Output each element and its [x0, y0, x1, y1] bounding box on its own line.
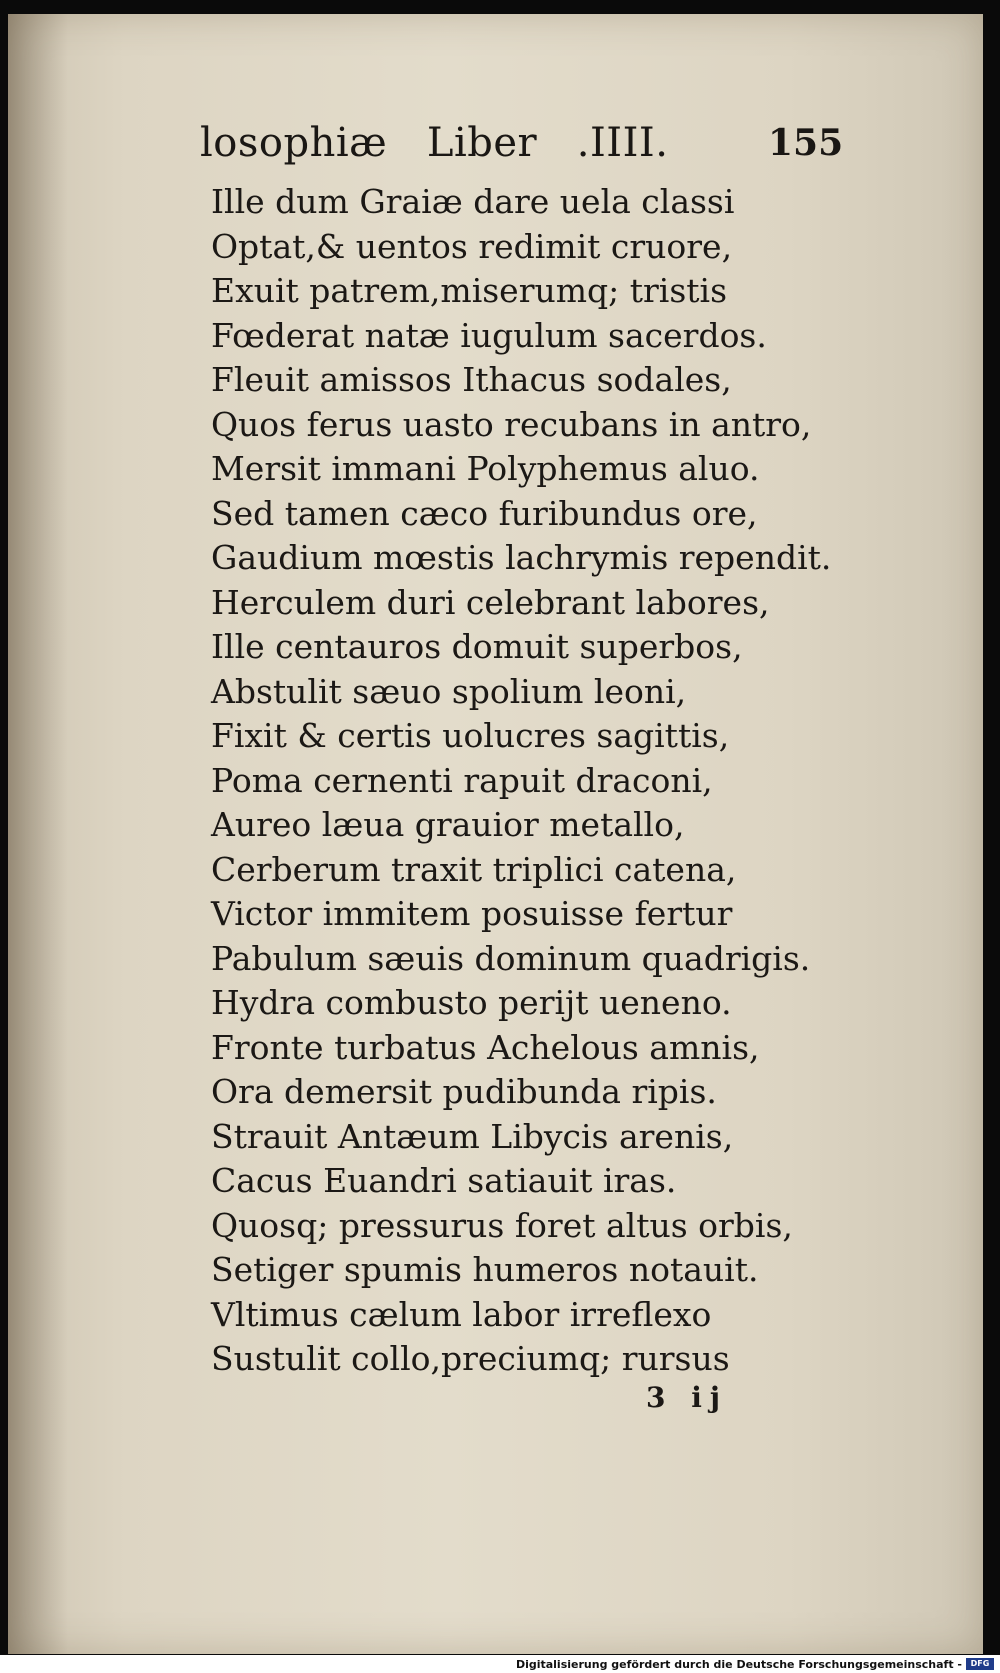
verse-text — [211, 180, 851, 1382]
verse-line: Fronte turbatus Achelous amnis, — [211, 1027, 760, 1067]
verse-line: Vltimus cælum labor irreflexo — [211, 1294, 712, 1334]
verse-line: Poma cernenti rapuit draconi, — [211, 760, 713, 800]
verse-line: Strauit Antæum Libycis arenis, — [211, 1116, 734, 1156]
verse-line: Fleuit amissos Ithacus sodales, — [211, 360, 732, 399]
book-page — [8, 14, 983, 1654]
running-head: losophiæ Liber .IIII. — [200, 120, 669, 166]
verse-line: Sed tamen cæco furibundus ore, — [211, 493, 758, 533]
verse-line: Ille dum Graiæ dare uela classi — [211, 182, 735, 221]
verse-line: Mersit immani Polyphemus aluo. — [211, 449, 760, 488]
verse-line: Abstulit sæuo spolium leoni, — [211, 671, 687, 711]
verse-line: Setiger spumis humeros notauit. — [211, 1250, 759, 1289]
verse-line: Cerberum traxit triplici catena, — [211, 849, 737, 889]
verse-line: Cacus Euandri satiauit iras. — [211, 1161, 677, 1200]
verse-line: Herculem duri celebrant labores, — [211, 582, 770, 622]
dfg-logo: DFG — [966, 1658, 994, 1670]
verse-line: Victor immitem posuisse fertur — [211, 894, 733, 933]
verse-line: Fixit & certis uolucres sagittis, — [211, 716, 730, 755]
verse-line: Ille centauros domuit superbos, — [211, 627, 743, 666]
verse-line: Sustulit collo,preciumq; rursus — [211, 1339, 730, 1378]
verse-line: Hydra combusto perijt ueneno. — [211, 983, 732, 1022]
verse-line: Optat,& uentos redimit cruore, — [211, 226, 733, 266]
gutter-shadow — [8, 14, 68, 1654]
page-header — [200, 114, 844, 174]
verse-line: Aureo læua grauior metallo, — [211, 805, 685, 844]
verse-line: Quosq; pressurus foret altus orbis, — [211, 1205, 793, 1245]
verse-line: Quos ferus uasto recubans in antro, — [211, 404, 812, 444]
verse-line: Pabulum sæuis dominum quadrigis. — [211, 938, 811, 978]
verse-line: Fœderat natæ iugulum sacerdos. — [211, 315, 767, 355]
footer-bar — [0, 1655, 1000, 1673]
signature-mark: 3 ij — [646, 1381, 728, 1414]
verse-line: Gaudium mœstis lachrymis rependit. — [211, 538, 832, 577]
verse-line: Exuit patrem,miserumq; tristis — [211, 271, 728, 310]
verse-line: Ora demersit pudibunda ripis. — [211, 1072, 717, 1111]
page-number: 155 — [768, 122, 844, 164]
funding-credit: Digitalisierung gefördert durch die Deutsche Forschungsgemeinschaft - — [515, 1658, 962, 1671]
